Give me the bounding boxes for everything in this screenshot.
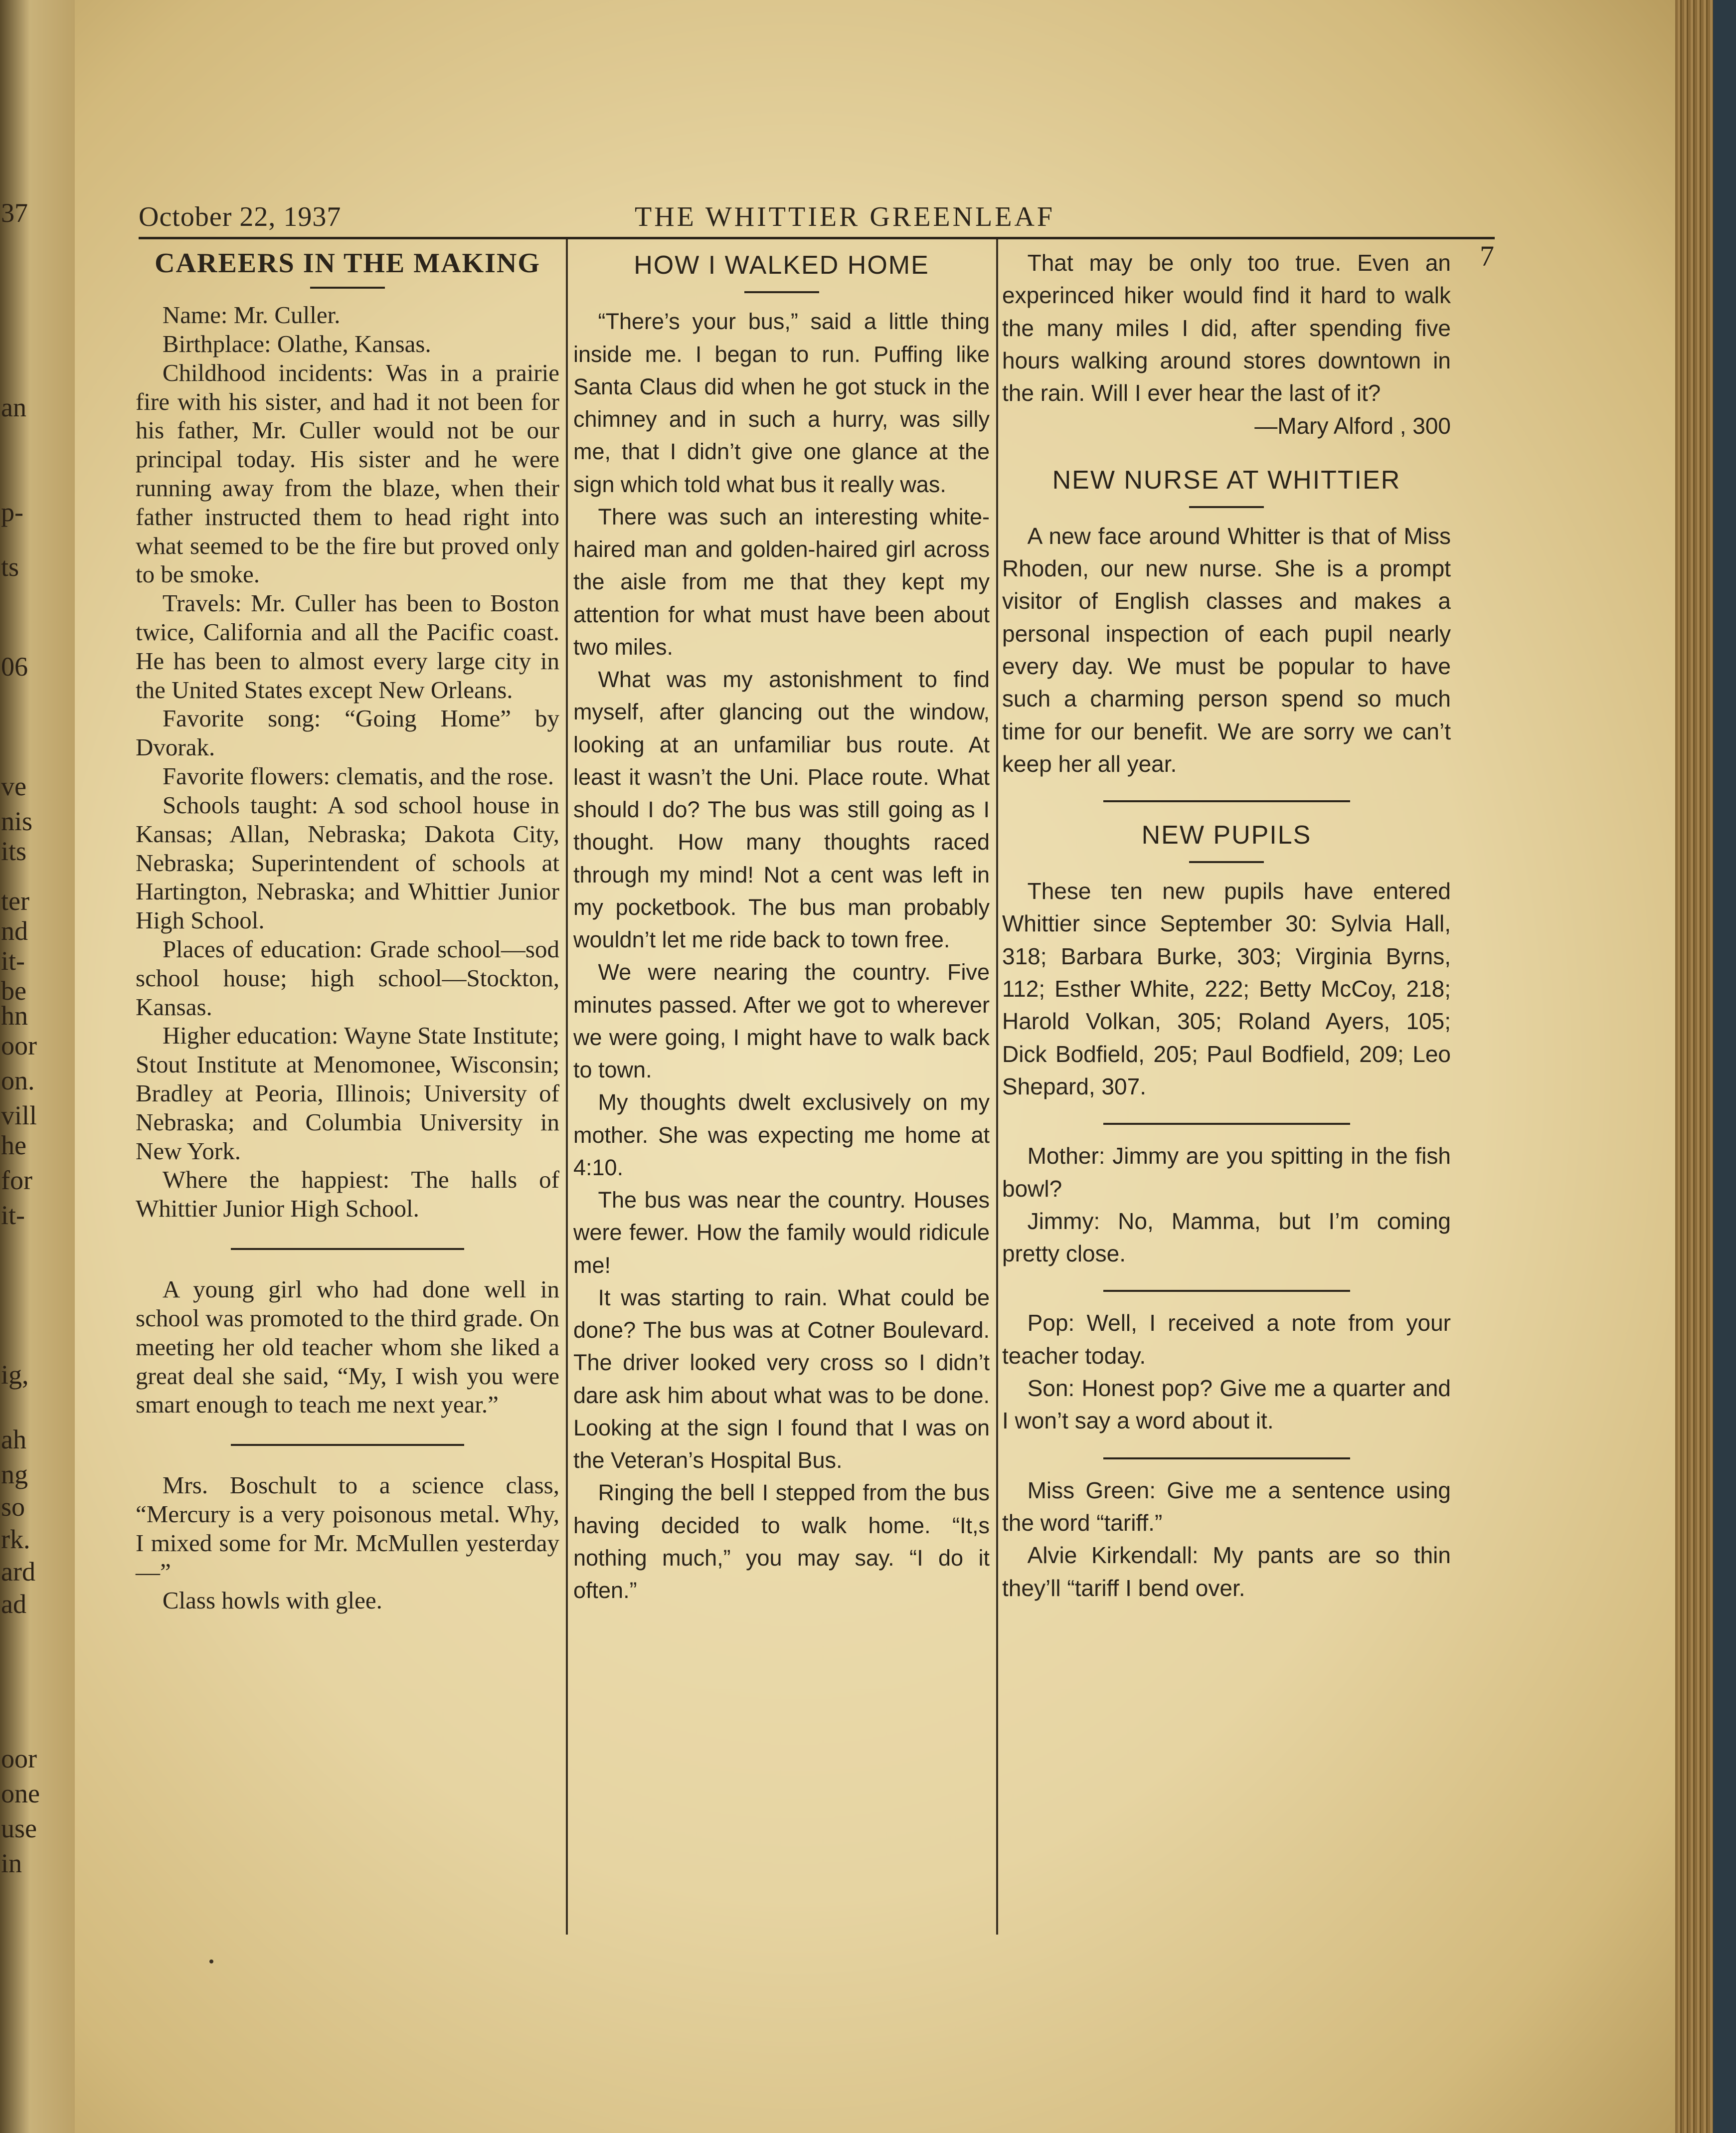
column-right xyxy=(1002,247,1451,1604)
book-page-edges xyxy=(1675,0,1736,2133)
prev-page-fragment: it- xyxy=(1,1200,25,1230)
joke-science-line: Class howls with glee. xyxy=(162,1587,382,1614)
prev-page-fragment: hn xyxy=(1,1001,28,1031)
careers-paragraph: Favorite flowers: clematis, and the rose. xyxy=(162,762,554,790)
prev-page-fragment: he xyxy=(1,1130,26,1160)
careers-paragraph: Childhood incidents: Was in a prairie fire with his sister, and had it not been for his father, Mr. Culler would not be our principal today. His sister and he were running away from the blaze, when their father instructed them to head right into what seemed to be the fire but proved only to be smoke. xyxy=(136,358,559,588)
column-divider xyxy=(566,239,568,1935)
pupils-headline: NEW PUPILS xyxy=(1141,821,1312,850)
section-divider xyxy=(231,1444,464,1446)
newspaper-page xyxy=(75,0,1675,2133)
prev-page-fragment: p- xyxy=(1,497,23,527)
careers-paragraph: Higher education: Wayne State Institute; Stout Institute at Menomonee, Wisconsin; Bradley at Peoria, Illinois; University of Nebraska; and Columbia University in New York. xyxy=(136,1022,559,1165)
prev-page-fragment: vill xyxy=(1,1100,37,1130)
careers-paragraph: Name: Mr. Culler. xyxy=(162,301,341,329)
careers-paragraph: Birthplace: Olathe, Kansas. xyxy=(162,330,431,357)
joke-note-line: Pop: Well, I received a note from your teacher today. xyxy=(1002,1310,1451,1369)
walked-home-paragraph: What was my astonishment to find myself, after glancing out the window, looking at an unfamiliar bus route. At least it wasn’t the Uni. Place route. What should I do? The bus was still going as I thought. How many thoughts raced through my mind! Not a cent was left in my pocketbook. The bus man probably wouldn’t let me ride back to town free. xyxy=(573,667,990,953)
headline-rule xyxy=(1189,861,1264,863)
walked-home-paragraph: “There’s your bus,” said a little thing inside me. I began to run. Puffing like Santa Claus did when he got stuck in the chimney and in such a hurry, was silly me, that I didn’t give one glance at the sign which told what bus it really was. xyxy=(573,309,990,497)
prev-page-fragment: so xyxy=(1,1492,25,1522)
walked-home-paragraph: There was such an interesting white-haired man and golden-haired girl across the aisle from me that they kept my attention for what must have been about two miles. xyxy=(573,504,990,660)
prev-page-fragment: nd xyxy=(1,916,28,946)
prev-page-fragment: ng xyxy=(1,1459,28,1489)
prev-page-fragment: 37 xyxy=(1,198,28,228)
prev-page-fragment: ard xyxy=(1,1557,35,1587)
careers-paragraph: Schools taught: A sod school house in Kansas; Allan, Nebraska; Dakota City, Nebraska; Superintendent of schools at Hartington, Nebraska; and Whittier Junior High School. xyxy=(136,791,559,934)
joke-fishbowl-line: Mother: Jimmy are you spitting in the fish bowl? xyxy=(1002,1143,1451,1202)
joke-science-line: Mrs. Boschult to a science class, “Mercury is a very poisonous metal. Why, I mixed some for Mr. McMullen yesterday—” xyxy=(136,1471,559,1586)
walked-home-continuation: That may be only too true. Even an experinced hiker would find it hard to walk the many miles I did, after spending five hours walking around stores downtown in the rain. Will I ever hear the last of it? xyxy=(1002,250,1451,406)
prev-page-fragment: rk. xyxy=(1,1524,30,1554)
column-divider xyxy=(996,239,998,1935)
headline-rule xyxy=(310,287,385,289)
prev-page-fragment: its xyxy=(1,836,27,866)
section-divider xyxy=(1103,800,1350,802)
page-number: 7 xyxy=(1480,240,1495,272)
section-divider xyxy=(1103,1290,1350,1292)
headline-rule xyxy=(1189,506,1264,508)
prev-page-fragment: ve xyxy=(1,771,26,801)
column-middle xyxy=(573,247,990,1606)
walked-home-paragraph: It was starting to rain. What could be done? The bus was at Cotner Boulevard. The driver looked very cross so I didn’t dare ask him about what was to be done. Looking at the sign I found that I was on the Veteran’s Hospital Bus. xyxy=(573,1284,990,1473)
issue-date: October 22, 1937 xyxy=(139,201,342,232)
walked-home-paragraph: Ringing the bell I stepped from the bus having decided to walk home. “It,s nothing much,” you may say. “I do it often.” xyxy=(573,1480,990,1603)
prev-page-fragment: for xyxy=(1,1165,32,1195)
prev-page-fragment: ah xyxy=(1,1424,26,1454)
walked-home-headline: HOW I WALKED HOME xyxy=(634,251,929,280)
section-divider xyxy=(1103,1123,1350,1125)
previous-page-edge xyxy=(0,0,75,2133)
prev-page-fragment: ig, xyxy=(1,1360,29,1390)
joke-teacher-text: A young girl who had done well in school was promoted to the third grade. On meeting her old teacher whom she liked a great deal she said, “My, I wish you were smart enough to teach me next year.” xyxy=(136,1275,559,1419)
joke-tariff-line: Alvie Kirkendall: My pants are so thin they’ll “tariff I bend over. xyxy=(1002,1542,1451,1601)
headline-rule xyxy=(744,291,819,293)
prev-page-fragment: ter xyxy=(1,886,29,916)
prev-page-fragment: oor xyxy=(1,1744,37,1774)
walked-home-paragraph: The bus was near the country. Houses were fewer. How the family would ridicule me! xyxy=(573,1187,990,1278)
walked-home-paragraph: My thoughts dwelt exclusively on my mother. She was expecting me home at 4:10. xyxy=(573,1089,990,1180)
prev-page-fragment: one xyxy=(1,1778,40,1808)
prev-page-fragment: it- xyxy=(1,946,25,976)
article-signature: —Mary Alford , 300 xyxy=(1254,412,1451,439)
newspaper-title: THE WHITTIER GREENLEAF xyxy=(635,201,1055,232)
careers-paragraph: Travels: Mr. Culler has been to Boston twice, California and all the Pacific coast. He has been to almost every large city in the United States except New Orleans. xyxy=(136,589,559,704)
joke-tariff-line: Miss Green: Give me a sentence using the word “tariff.” xyxy=(1002,1477,1451,1536)
prev-page-fragment: 06 xyxy=(1,652,28,682)
careers-paragraph: Favorite song: “Going Home” by Dvorak. xyxy=(136,705,559,761)
joke-note-line: Son: Honest pop? Give me a quarter and I won’t say a word about it. xyxy=(1002,1375,1451,1434)
prev-page-fragment: use xyxy=(1,1813,37,1843)
prev-page-fragment: in xyxy=(1,1848,22,1878)
careers-paragraph: Where the happiest: The halls of Whittier Junior High School. xyxy=(136,1166,559,1223)
prev-page-fragment: on. xyxy=(1,1066,35,1095)
careers-headline: CAREERS IN THE MAKING xyxy=(155,248,540,279)
pupils-text: These ten new pupils have entered Whittier since September 30: Sylvia Hall, 318; Barbara Burke, 303; Virginia Byrns, 112; Esther White, 222; Betty McCoy, 218; Harold Volkan, 305; Roland Ayers, 105; Dick Bodfield, 205; Paul Bodfield, 209; Leo Shepard, 307. xyxy=(1002,878,1451,1099)
nurse-text: A new face around Whitter is that of Miss Rhoden, our new nurse. She is a prompt visitor of English classes and makes a personal inspection of each pupil nearly every day. We must be popular to have such a charming person spend so much time for our benefit. We are sorry we can’t keep her all year. xyxy=(1002,523,1451,777)
column-left xyxy=(136,247,559,1615)
nurse-headline: NEW NURSE AT WHITTIER xyxy=(1052,465,1401,495)
prev-page-fragment: ad xyxy=(1,1589,26,1619)
section-divider xyxy=(1103,1457,1350,1459)
walked-home-paragraph: We were nearing the country. Five minutes passed. After we got to wherever we were going, I might have to walk back to town. xyxy=(573,959,990,1083)
careers-paragraph: Places of education: Grade school—sod school house; high school—Stockton, Kansas. xyxy=(136,935,559,1021)
prev-page-fragment: be xyxy=(1,976,26,1006)
prev-page-fragment: ts xyxy=(1,552,19,582)
section-divider xyxy=(231,1248,464,1250)
prev-page-fragment: nis xyxy=(1,806,33,836)
prev-page-fragment: oor xyxy=(1,1031,37,1061)
joke-fishbowl-line: Jimmy: No, Mamma, but I’m coming pretty close. xyxy=(1002,1208,1451,1267)
ink-speck xyxy=(209,1959,213,1963)
prev-page-fragment: an xyxy=(1,392,26,422)
